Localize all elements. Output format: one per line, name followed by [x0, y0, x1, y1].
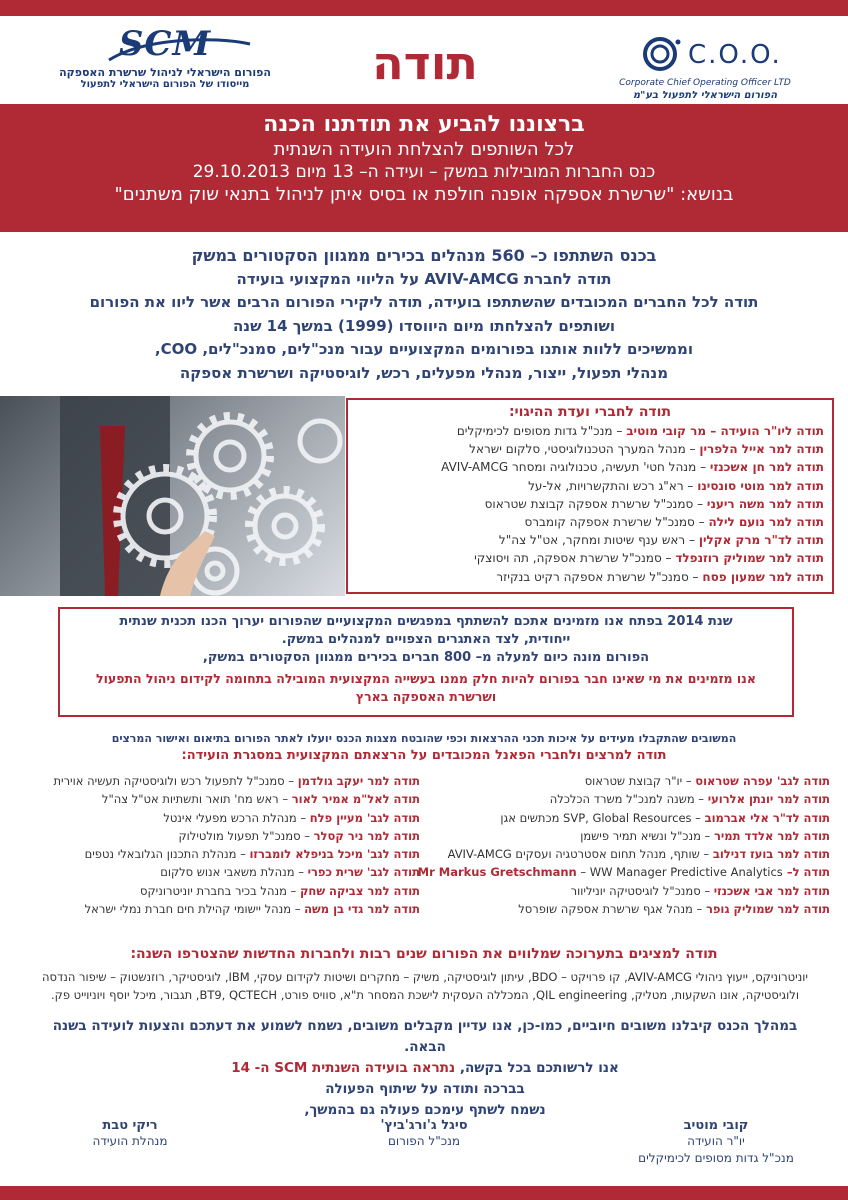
headline-line2: לכל השותפים להצלחת הועידה השנתית — [273, 139, 575, 160]
steering-name: תודה למר שמעון פסח — [702, 569, 824, 584]
speaker-role: – ראש מח' תואר ותשתיות אט"ל צה"ל — [101, 792, 292, 807]
speaker-row — [450, 882, 830, 900]
steering-committee-title: תודה לחברי ועדת ההיגוי: — [508, 404, 672, 420]
speaker-role: – משנה למנכ"ל משרד הכלכלה — [549, 792, 708, 807]
steering-name: תודה למר אייל הלפרין — [699, 442, 824, 457]
speaker-role: – מנהל בכיר בחברת יוניטרוניקס — [140, 883, 300, 898]
speaker-name: תודה למר ניר קסלר — [313, 828, 420, 843]
closing-line2 — [30, 1058, 820, 1079]
steering-row — [356, 568, 824, 586]
gears-illustration-icon — [0, 396, 345, 596]
speaker-row — [40, 827, 420, 845]
speaker-row — [40, 863, 420, 881]
scm-logo-line1: הפורום הישראלי לניהול שרשרת האספקה — [59, 66, 271, 79]
coo-logo-line1: Corporate Chief Operating Officer LTD — [619, 78, 791, 88]
signature-block — [606, 1118, 826, 1167]
signature-role: מנכ"ל הפורום — [387, 1134, 461, 1148]
invitation-red-line1: אנו מזמינים את מי שאינו חבר בפורום להיות חלק ממנו בעשייה המקצועית המובילה בתחומה לקידום ניהול התפעול — [96, 671, 756, 686]
speaker-name: תודה למר אבי אשכנזי — [713, 883, 830, 898]
steering-role: – סמנכ"ל שרשרת אספקה קומברס — [524, 515, 709, 530]
steering-row — [356, 422, 824, 440]
speaker-role: – WW Manager Predictive Analytics — [576, 865, 783, 880]
scm-logo — [40, 24, 290, 104]
steering-role: – סמנכ"ל שרשרת אספקה רקיט בנקיזר — [496, 569, 703, 584]
steering-row — [356, 513, 824, 531]
headline-line3: כנס החברות המובילות במשק – ועידה ה– 13 מיום 29.10.2013 — [192, 162, 656, 182]
scm-swoosh-icon — [104, 34, 254, 66]
speakers-title: תודה למרצים ולחברי הפאנל המכובדים על הרצאתם המקצועית במסגרת הועידה: — [181, 748, 667, 763]
steering-role: – סמנכ"ל שרשרת אספקה קבוצת שטראוס — [484, 496, 707, 511]
signature-name: סיגל ג'ורג'ביץ' — [380, 1118, 468, 1133]
invitation-line3: הפורום מונה כיום למעלה מ– 800 חברים בכירים ממגוון הסקטורים במשק, — [202, 650, 650, 665]
speaker-row — [40, 882, 420, 900]
speaker-name: תודה ל– Mr Markus Gretschmann — [417, 865, 830, 880]
intro-line: בכנס השתתפו כ– 560 מנהלים בכירים ממגוון הסקטורים במשק — [191, 246, 657, 265]
coo-logo — [600, 26, 810, 106]
intro-line: וממשיכים ללוות אותנו בפורומים המקצועיים עבור מנכ"לים, סמנכ"לים, COO, — [154, 340, 694, 358]
signature-name: ריקי טבת — [102, 1118, 158, 1133]
page-header — [0, 16, 848, 104]
speaker-name: תודה למר יונתן אלרועי — [707, 792, 830, 807]
coo-circle-icon — [642, 34, 682, 74]
speaker-name: תודה למר בועז דנילוב — [712, 847, 830, 862]
closing-line4: נשמח לשתף עימכם פעולה גם בהמשך, — [304, 1102, 546, 1118]
speaker-row — [40, 809, 420, 827]
steering-name: תודה למר מוטי סונסינו — [697, 478, 824, 493]
gears-photo — [0, 396, 345, 596]
speaker-role: – סמנכ"ל לתפעול רכש ולוגיסטיקה תעשיה אוירית — [53, 774, 298, 788]
speaker-role: – מנהלת התכנון הגלובאלי נטפים — [84, 847, 250, 862]
steering-role: – ראש ענף שיטות ומחקר, אט"ל צה"ל — [498, 533, 699, 548]
speaker-role: – מנכ"ל ונשיא תמיר פישמן — [580, 828, 714, 843]
speaker-name: תודה למר אלדד תמיר — [713, 828, 830, 843]
steering-row — [356, 440, 824, 458]
exhibitors-list — [30, 968, 820, 1004]
steering-role: – סמנכ"ל שרשרת אספקה, תה ויסוצקי — [474, 551, 676, 566]
signature-block — [324, 1118, 524, 1150]
closing-line2-text: אנו לרשותכם בכל בקשה, — [459, 1060, 619, 1076]
closing-line3: בברכה ותודה על שיתוף הפעולה — [325, 1081, 525, 1097]
intro-line: תודה לחברת AVIV-AMCG על הליווי המקצועי בועידה — [236, 269, 612, 288]
steering-name: תודה למר משה ריעני — [706, 496, 824, 511]
signature-role: יו"ר הועידה — [687, 1134, 745, 1148]
steering-name: תודה למר חן אשכנזי — [709, 460, 824, 475]
intro-line: מנהלי תפעול, ייצור, מנהלי מפעלים, רכש, לוגיסטיקה ושרשרת אספקה — [179, 363, 669, 382]
exhibitors-title: תודה למציגים בתערוכה שמלווים את הפורום שנים רבות ולחברות החדשות שהצטרפו השנה: — [130, 946, 718, 962]
intro-line: תודה לכל החברים המכובדים שהשתתפו בועידה, תודה ליקירי הפורום הרבים אשר ליוו את הפורום — [89, 293, 759, 311]
speaker-role: – מנהלת משאבי אנוש סלקום — [160, 865, 308, 880]
signature-role: מנהלת הועידה — [92, 1134, 168, 1148]
speakers-column-right — [417, 772, 830, 918]
coo-logo-line2: הפורום הישראלי לתפעול בע"מ — [632, 90, 778, 101]
signature-block — [30, 1118, 230, 1150]
speaker-row — [417, 863, 830, 881]
coo-logo-word: C.O.O. — [688, 40, 782, 70]
speaker-row — [450, 827, 830, 845]
speaker-name: תודה למר יעקב גולדמן — [297, 774, 420, 788]
steering-name: תודה למר נועם לילה — [708, 515, 824, 530]
speaker-name: תודה לגב' מיכל בניפלא לומברזו — [249, 847, 420, 862]
steering-committee-box — [346, 398, 834, 594]
speaker-row — [40, 900, 420, 918]
speaker-role: – מנהלת הרכש מפעלי אינטל — [163, 810, 310, 825]
headline-band — [0, 104, 848, 232]
speaker-row — [40, 790, 420, 808]
invitation-box — [58, 607, 794, 717]
steering-name: תודה ליו"ר הועידה – מר קובי מוטיב — [626, 424, 824, 438]
exhibitors-line1: יוניטרוניקס, ייעוץ ניהולי AVIV-AMCG, קו פרויקט – BDO, עיתון לוגיסטיקה, משיק – מחקרים ושיטות לקידום עסקי, IBM, לוגיסטיקר, רוזנשטוק – שיפור הנדסה — [42, 970, 808, 984]
speaker-row — [40, 772, 420, 790]
steering-role: – מנהל המערך הטכנולוגיסטי, סלקום ישראל — [469, 442, 700, 457]
speaker-name: תודה למר גדי בן משה — [304, 902, 420, 917]
steering-role: – מנהל חטי' תעשיה, טכנולוגיה ומסחר AVIV-AMCG — [441, 460, 710, 475]
speaker-name: תודה לגב' שרית כפרי — [307, 865, 420, 880]
speaker-role: – SVP, Global Resources מכתשים אגן — [500, 810, 705, 825]
intro-line: ושותפים להצלחתו מיום היווסדו (1999) במשך 14 שנה — [232, 316, 616, 335]
speaker-row — [450, 772, 830, 790]
intro-section — [30, 244, 818, 385]
bottom-color-bar — [0, 1186, 848, 1200]
steering-row — [356, 549, 824, 567]
signature-role-2: מנכ"ל גדות מסופים לכימיקלים — [638, 1151, 794, 1165]
steering-name: תודה לד"ר מרק אקלין — [698, 533, 824, 548]
speaker-name: תודה למר שמוליק גופר — [705, 902, 830, 917]
steering-name: תודה למר שמוליק רוזנפלד — [675, 551, 824, 566]
speaker-role: – סמנכ"ל תפעול מולטילוק — [178, 828, 314, 843]
speaker-row — [450, 900, 830, 918]
speaker-role: – יו"ר קבוצת שטראוס — [584, 774, 696, 788]
speaker-name: תודה למר צביקה שחק — [299, 883, 420, 898]
top-color-bar — [0, 0, 848, 16]
speaker-role: – סמנכ"ל לוגיסטיקה יוניליוור — [570, 883, 714, 898]
invitation-line2: ייחודית, לצד האתגרים הצפויים למנהלים במשק. — [281, 632, 571, 647]
page-title: תודה — [372, 36, 478, 90]
closing-line1: במהלך הכנס קיבלנו משובים חיוביים, כמו-כן, אנו עדיין מקבלים משובים, נשמח לשמוע את דעתכם והצעות לועידה בשנה הבאה. — [52, 1018, 798, 1055]
scm-logo-line2: מייסודו של הפורום הישראלי לתפעול — [80, 79, 250, 90]
speaker-name: תודה לגב' עפרה שטראוס — [695, 774, 830, 788]
headline-line1: ברצוננו להביע את תודתנו הכנה — [263, 112, 585, 137]
closing-section — [30, 1016, 820, 1121]
steering-row — [356, 495, 824, 513]
speaker-role: – מנהל יישומי קהילת חים חברת נמלי ישראל — [84, 902, 305, 917]
steering-row — [356, 477, 824, 495]
invitation-line1: שנת 2014 בפתח אנו מזמינים אתכם להשתתף במפגשים המקצועיים שהפורום יערוך הכנו תכנית שנתית — [119, 614, 733, 629]
speakers-note: המשובים שהתקבלו מעידים על איכות תכני ההרצאות וכפי שהובטח מצגות הכנס יועלו לאתר הפורום בתיאום ואישור המרצים — [111, 732, 737, 745]
invitation-red-line2: ושרשרת האספקה בארץ — [355, 689, 497, 704]
steering-row — [356, 531, 824, 549]
speaker-row — [447, 845, 830, 863]
steering-role: – רא"ג רכש והתקשרויות, אל-על — [528, 478, 698, 493]
speaker-name: תודה לגב' מעיין פלח — [309, 810, 420, 825]
speaker-role: – מנהל אגף שרשרת אספקה שופרסל — [518, 902, 706, 917]
speaker-role: – שותף, מנהל תחום אסטרטגיה ועסקים AVIV-AMCG — [447, 847, 713, 862]
steering-role: – מנכ"ל גדות מסופים לכימיקלים — [456, 424, 627, 438]
speaker-row — [450, 790, 830, 808]
scm-logo-word: SCM — [118, 24, 212, 64]
speaker-name: תודה לאל"מ אמיר לאור — [291, 792, 420, 807]
headline-line4: בנושא: "שרשרת אספקה אופנה חולפת או בסיס איתן לניהול בתנאי שוק משתנים" — [114, 184, 734, 205]
speaker-row — [450, 809, 830, 827]
closing-line2-highlight: נתראה בועידה השנתית SCM ה- 14 — [231, 1060, 456, 1076]
signature-name: קובי מוטיב — [683, 1118, 749, 1133]
steering-row — [356, 458, 824, 476]
speaker-name: תודה לד"ר אלי אברמוב — [704, 810, 830, 825]
speakers-header — [40, 732, 808, 763]
speaker-row — [40, 845, 420, 863]
speakers-column-left — [40, 772, 420, 918]
exhibitors-line2: ולוגיסטיקה, אונו השקעות, מטליק, QIL engineering, המכללה העסקית לישכת המסחר ת"א, סוויס פורט, BT9, QCTECH, תגבור, מיכל יוסף ויוניוייט פק. — [51, 988, 799, 1002]
